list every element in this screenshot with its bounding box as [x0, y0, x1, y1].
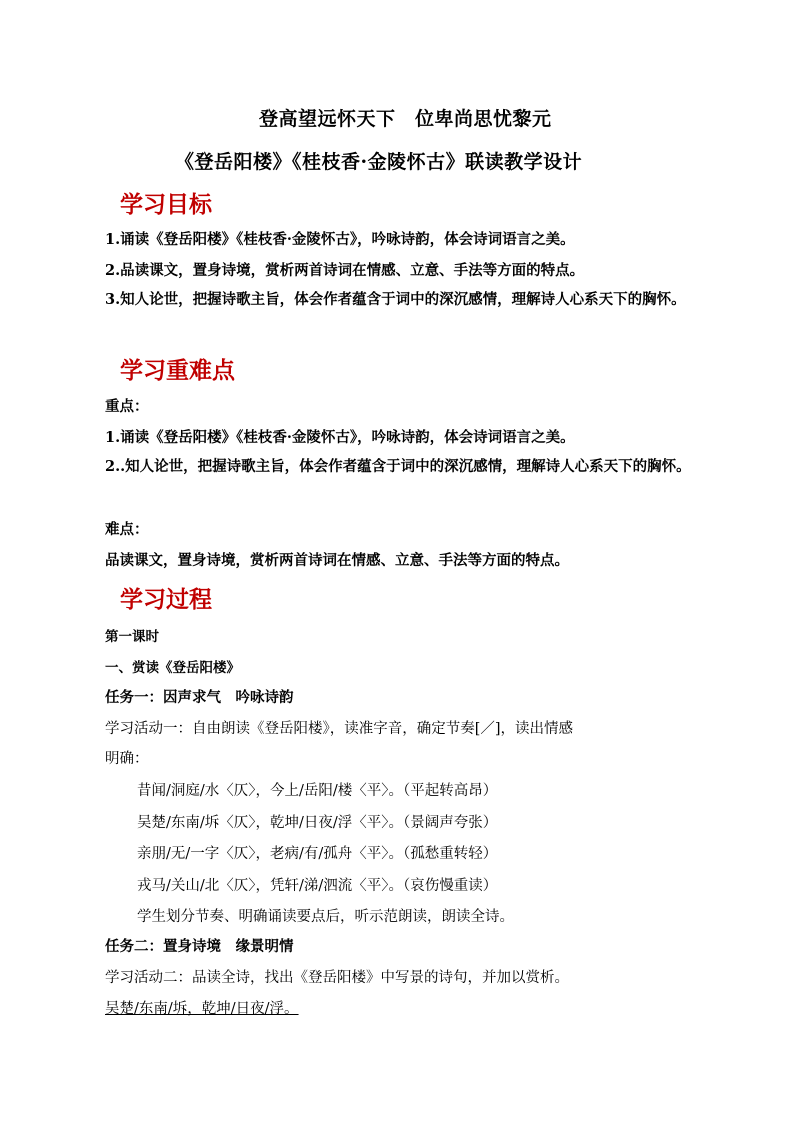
goals-heading: 学习目标: [120, 191, 212, 218]
poem-line: 昔闻/洞庭/水〈仄〉，今上/岳阳/楼〈平〉。（平起转高昂）: [137, 783, 498, 799]
focus-item: 2..知人论世，把握诗歌主旨，体会作者蕴含于词中的深沉感情，理解诗人心系天下的胸怀。: [105, 458, 691, 475]
underlined-line: 吴楚/东南/坼，乾坤/日夜/浮。: [105, 1001, 299, 1017]
goal-item: 2.品读课文，置身诗境，赏析两首诗词在情感、立意、手法等方面的特点。: [105, 262, 585, 279]
clarify-label: 明确：: [105, 751, 149, 767]
poem-line: 亲朋/无/一字〈仄〉，老病/有/孤舟〈平〉。（孤愁重转轻）: [137, 846, 498, 862]
poem-line: 吴楚/东南/坼〈仄〉，乾坤/日夜/浮〈平〉。（景阔声夸张）: [137, 815, 498, 831]
page-title: 登高望远怀天下 位卑尚思忧黎元: [259, 108, 552, 130]
note-text: 学生划分节奏、明确诵读要点后，听示范朗读，朗读全诗。: [137, 909, 514, 925]
key-points-heading: 学习重难点: [120, 357, 235, 384]
page-subtitle: 《登岳阳楼》《桂枝香·金陵怀古》联读教学设计: [175, 151, 583, 173]
goal-item: 1.诵读《登岳阳楼》《桂枝香·金陵怀古》，吟咏诗韵，体会诗词语言之美。: [105, 231, 575, 248]
task-title: 任务一：因声求气 吟咏诗韵: [105, 689, 294, 706]
activity-text: 学习活动一：自由朗读《登岳阳楼》，读准字音，确定节奏[／]，读出情感: [105, 721, 574, 737]
task-title: 任务二：置身诗境 缘景明情: [105, 938, 294, 955]
lesson-label: 第一课时: [105, 629, 159, 645]
difficulty-text: 品读课文，置身诗境，赏析两首诗词在情感、立意、手法等方面的特点。: [105, 552, 569, 569]
focus-item: 1.诵读《登岳阳楼》《桂枝香·金陵怀古》，吟咏诗韵，体会诗词语言之美。: [105, 429, 575, 446]
poem-line: 戎马/关山/北〈仄〉，凭轩/涕/泗流〈平〉。（哀伤慢重读）: [137, 878, 498, 894]
difficulty-label: 难点：: [105, 521, 149, 538]
goal-item: 3.知人论世，把握诗歌主旨，体会作者蕴含于词中的深沉感情，理解诗人心系天下的胸怀。: [105, 291, 686, 308]
focus-label: 重点：: [105, 398, 149, 415]
part-title: 一、赏读《登岳阳楼》: [105, 660, 240, 676]
process-heading: 学习过程: [120, 586, 212, 613]
activity-text: 学习活动二：品读全诗，找出《登岳阳楼》中写景的诗句，并加以赏析。: [105, 970, 569, 986]
